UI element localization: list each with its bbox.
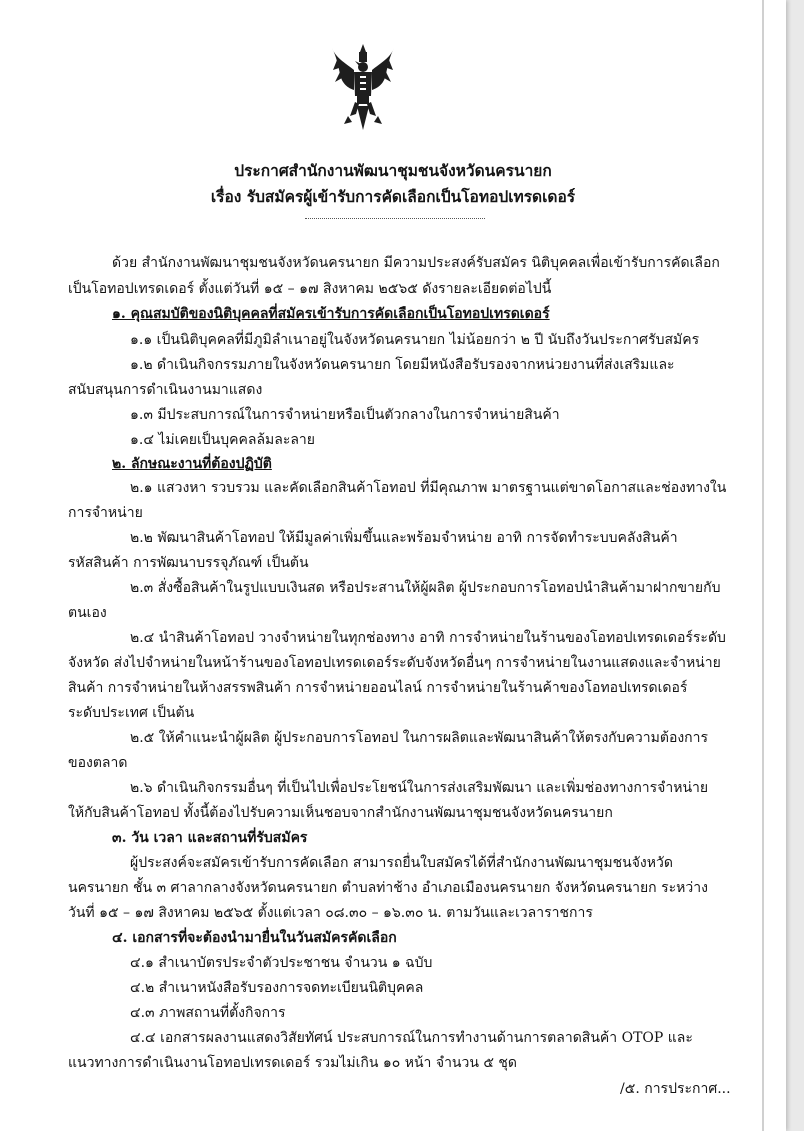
section-heading: ๑. คุณสมบัติของนิติบุคคลที่สมัครเข้ารับการคัดเลือกเป็นโอทอปเทรดเดอร์ [112, 306, 550, 322]
section-heading: ๓. วัน เวลา และสถานที่รับสมัคร [112, 830, 308, 846]
list-item: ๑.๑ เป็นนิติบุคคลที่มีภูมิลำเนาอยู่ในจังหวัดนครนายก ไม่น้อยกว่า ๒ ปี นับถึงวันประกาศรับสมัคร [130, 332, 700, 348]
intro-line: ด้วย สำนักงานพัฒนาชุมชนจังหวัดนครนายก มีความประสงค์รับสมัคร นิติบุคคลเพื่อเข้ารับการคัดเลือก [112, 255, 720, 271]
list-item-continued: จังหวัด ส่งไปจำหน่ายในหน้าร้านของโอทอปเทรดเดอร์ระดับจังหวัดอื่นๆ การจำหน่ายในงานแสดงและจำหน่าย [68, 655, 721, 671]
continued-marker: /๕. การประกาศ... [620, 1081, 731, 1097]
list-item-continued: สินค้า การจำหน่ายในห้างสรรพสินค้า การจำหน่ายออนไลน์ การจำหน่ายในร้านค้าของโอทอปเทรดเดอร์ [68, 680, 688, 696]
paragraph-line: ผู้ประสงค์จะสมัครเข้ารับการคัดเลือก สามารถยื่นใบสมัครได้ที่สำนักงานพัฒนาชุมชนจังหวัด [130, 855, 673, 871]
list-item: ๒.๑ แสวงหา รวบรวม และคัดเลือกสินค้าโอทอป ที่มีคุณภาพ มาตรฐานแต่ขาดโอกาสและช่องทางใน [130, 480, 727, 496]
list-item: ๒.๓ สั่งซื้อสินค้าในรูปแบบเงินสด หรือประสานให้ผู้ผลิต ผู้ประกอบการโอทอปนำสินค้ามาฝากขายกับ [130, 580, 721, 596]
list-item: ๑.๓ มีประสบการณ์ในการจำหน่ายหรือเป็นตัวกลางในการจำหน่ายสินค้า [130, 407, 560, 423]
intro-line: เป็นโอทอปเทรดเดอร์ ตั้งแต่วันที่ ๑๕ – ๑๗ สิงหาคม ๒๕๖๕ ดังรายละเอียดต่อไปนี้ [68, 281, 552, 297]
list-item-continued: ตนเอง [68, 605, 107, 621]
section-heading: ๔. เอกสารที่จะต้องนำมายื่นในวันสมัครคัดเลือก [112, 930, 397, 946]
list-item: ๒.๕ ให้คำแนะนำผู้ผลิต ผู้ประกอบการโอทอป ในการผลิตและพัฒนาสินค้าให้ตรงกับความต้องการ [130, 730, 709, 746]
list-item: ๔.๒ สำเนาหนังสือรับรองการจดทะเบียนนิติบุคคล [130, 980, 424, 996]
list-item-continued: รหัสสินค้า การพัฒนาบรรจุภัณฑ์ เป็นต้น [68, 555, 309, 571]
list-item-continued: ของตลาด [68, 755, 128, 771]
list-item: ๒.๖ ดำเนินกิจกรรมอื่นๆ ที่เป็นไปเพื่อประโยชน์ในการส่งเสริมพัฒนา และเพิ่มช่องทางการจำหน่าย [130, 780, 709, 796]
list-item-continued: สนับสนุนการดำเนินงานมาแสดง [68, 382, 263, 398]
list-item-continued: ให้กับสินค้าโอทอป ทั้งนี้ต้องไปรับความเห็นชอบจากสำนักงานพัฒนาชุมชนจังหวัดนครนายก [68, 805, 613, 821]
list-item-continued: การจำหน่าย [68, 505, 143, 521]
list-item-continued: แนวทางการดำเนินงานโอทอปเทรดเดอร์ รวมไม่เกิน ๑๐ หน้า จำนวน ๕ ชุด [68, 1055, 518, 1071]
title-divider [305, 218, 485, 219]
list-item: ๔.๓ ภาพสถานที่ตั้งกิจการ [130, 1005, 286, 1021]
list-item: ๑.๔ ไม่เคยเป็นบุคคลล้มละลาย [130, 432, 315, 448]
list-item: ๔.๑ สำเนาบัตรประจำตัวประชาชน จำนวน ๑ ฉบับ [130, 955, 433, 971]
paragraph-line: นครนายก ชั้น ๓ ศาลากลางจังหวัดนครนายก ตำบลท่าช้าง อำเภอเมืองนครนายก จังหวัดนครนายก ระหว่าง [68, 880, 708, 896]
list-item: ๑.๒ ดำเนินกิจกรรมภายในจังหวัดนครนายก โดยมีหนังสือรับรองจากหน่วยงานที่ส่งเสริมและ [130, 357, 675, 373]
garuda-emblem-icon [330, 40, 396, 134]
list-item: ๒.๔ นำสินค้าโอทอป วางจำหน่ายในทุกช่องทาง อาทิ การจำหน่ายในร้านของโอทอปเทรดเดอร์ระดับ [130, 630, 726, 646]
list-item: ๔.๔ เอกสารผลงานแสดงวิสัยทัศน์ ประสบการณ์ในการทำงานด้านการตลาดสินค้า OTOP และ [130, 1030, 693, 1046]
announcement-subject: เรื่อง รับสมัครผู้เข้ารับการคัดเลือกเป็นโอทอปเทรดเดอร์ [210, 187, 576, 206]
section-heading: ๒. ลักษณะงานที่ต้องปฏิบัติ [112, 456, 272, 472]
paragraph-line: วันที่ ๑๕ – ๑๗ สิงหาคม ๒๕๖๕ ตั้งแต่เวลา ๐๘.๓๐ – ๑๖.๓๐ น. ตามวันและเวลาราชการ [68, 905, 593, 921]
list-item: ๒.๒ พัฒนาสินค้าโอทอป ให้มีมูลค่าเพิ่มขึ้นและพร้อมจำหน่าย อาทิ การจัดทำระบบคลังสินค้า [130, 530, 678, 546]
list-item-continued: ระดับประเทศ เป็นต้น [68, 705, 195, 721]
announcement-title: ประกาศสำนักงานพัฒนาชุมชนจังหวัดนครนายก [234, 161, 552, 180]
